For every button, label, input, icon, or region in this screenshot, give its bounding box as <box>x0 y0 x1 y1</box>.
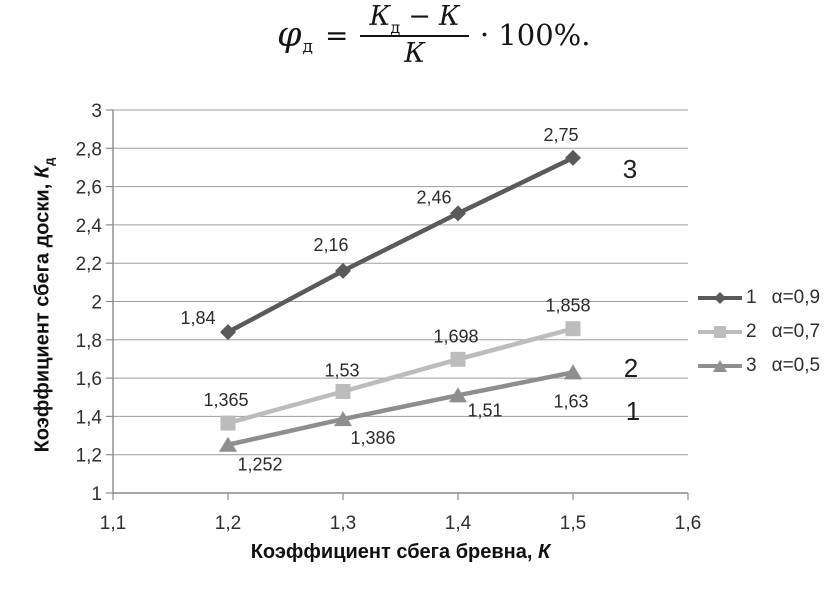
y-tick-label: 2,4 <box>75 215 102 237</box>
point-label: 1,252 <box>237 454 283 475</box>
legend-marker-diamond <box>714 292 726 304</box>
formula-num-k1: К <box>369 1 391 33</box>
marker-diamond <box>335 263 351 279</box>
legend-series-alpha: α=0,9 <box>771 287 821 308</box>
y-axis-symbol-sub: д <box>41 157 57 166</box>
marker-diamond <box>450 205 466 221</box>
y-tick-label: 1,6 <box>75 369 102 391</box>
formula-num-k2: К <box>438 1 460 33</box>
legend-line-diamond-icon <box>697 290 743 306</box>
point-label: 2,16 <box>313 234 349 255</box>
formula-equals: = <box>324 18 349 52</box>
y-tick-label: 1 <box>91 484 102 505</box>
legend-series-alpha: α=0,5 <box>771 355 821 376</box>
legend-item-3 <box>697 355 820 377</box>
legend <box>697 287 820 389</box>
y-axis-title-text: Коэффициент сбега доски, <box>31 178 54 453</box>
legend-series-number: 2 <box>746 321 757 342</box>
point-label: 1,51 <box>467 400 503 421</box>
point-label: 1,365 <box>203 390 249 411</box>
formula-multiply-dot: · <box>479 17 490 53</box>
marker-square <box>221 416 236 431</box>
legend-series-number: 3 <box>746 355 757 376</box>
series-line-1 <box>228 158 573 332</box>
y-axis-symbol: К <box>31 165 54 179</box>
x-tick-label: 1,1 <box>99 513 127 534</box>
y-tick-label: 2,6 <box>75 177 102 199</box>
legend-series-number: 1 <box>746 287 757 308</box>
point-label: 1,84 <box>180 308 216 329</box>
legend-line-triangle-icon <box>697 358 743 374</box>
x-tick-label: 1,6 <box>674 513 702 534</box>
formula-minus: − <box>408 1 431 33</box>
y-tick-label: 2,8 <box>75 139 102 161</box>
marker-diamond <box>220 324 236 340</box>
y-tick-label: 2 <box>91 292 102 314</box>
point-label: 1,63 <box>553 391 589 412</box>
marker-square <box>451 352 466 367</box>
legend-item-2 <box>697 321 820 343</box>
series-number-label: 1 <box>625 396 641 426</box>
point-label: 1,858 <box>545 295 591 316</box>
series-number-label: 2 <box>623 353 639 383</box>
formula-den-k: К <box>404 37 426 69</box>
formula-num-sub: д <box>390 18 401 38</box>
x-tick-label: 1,5 <box>559 513 587 534</box>
x-tick-label: 1,2 <box>214 513 242 534</box>
y-tick-label: 1,8 <box>75 330 102 352</box>
legend-series-alpha: α=0,7 <box>771 321 821 342</box>
formula-phi: φ <box>277 14 302 55</box>
point-label: 2,75 <box>543 124 579 145</box>
y-axis-title <box>32 158 57 453</box>
x-axis-title <box>113 541 688 564</box>
formula-percent: 100%. <box>498 18 591 52</box>
legend-line-square-icon <box>697 324 743 340</box>
x-tick-label: 1,4 <box>444 513 472 534</box>
point-label: 2,46 <box>416 187 452 208</box>
x-tick-label: 1,3 <box>329 513 357 534</box>
series-number-label: 3 <box>622 154 638 184</box>
marker-square <box>566 321 581 336</box>
point-label: 1,698 <box>433 326 479 347</box>
legend-item-1 <box>697 287 820 309</box>
point-label: 1,386 <box>350 428 396 449</box>
formula-phi-sub: д <box>302 37 313 57</box>
x-axis-title-text: Коэффициент сбега бревна, <box>250 541 538 563</box>
y-tick-label: 3 <box>91 101 102 122</box>
marker-square <box>336 384 351 399</box>
y-tick-label: 1,4 <box>75 407 102 429</box>
x-axis-symbol: К <box>538 541 551 563</box>
y-tick-label: 2,2 <box>75 254 102 276</box>
point-label: 1,53 <box>324 360 360 381</box>
marker-diamond <box>565 150 581 166</box>
y-tick-label: 1,2 <box>75 445 102 467</box>
legend-marker-square <box>714 326 726 338</box>
